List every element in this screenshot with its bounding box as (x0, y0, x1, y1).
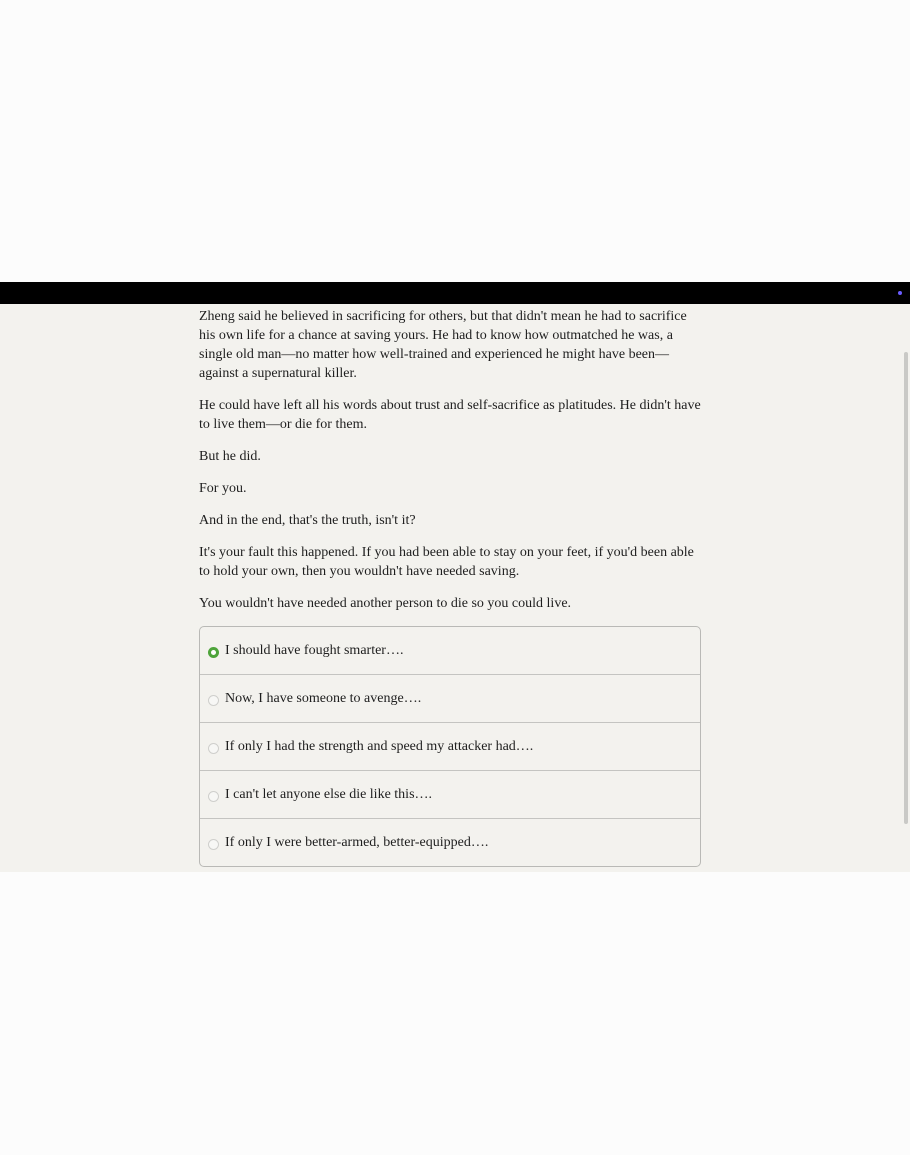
story-paragraph: For you. (199, 481, 247, 496)
choice-list (199, 626, 701, 867)
radio-unchecked-icon[interactable] (208, 695, 219, 706)
choice-option-4[interactable] (200, 770, 700, 818)
story-paragraph: You wouldn't have needed another person to die so you could live. (199, 596, 572, 611)
radio-unchecked-icon[interactable] (208, 839, 219, 850)
story-text (199, 307, 701, 867)
vertical-scrollbar[interactable] (902, 304, 910, 872)
choice-label: I should have fought smarter…. (225, 643, 404, 658)
radio-unchecked-icon[interactable] (208, 743, 219, 754)
choice-option-2[interactable] (200, 674, 700, 722)
story-paragraph: But he did. (199, 449, 261, 464)
radio-checked-icon[interactable] (208, 647, 219, 658)
story-paragraph: He could have left all his words about trust and self-sacrifice as platitudes. He didn't have to live them—or die for them. (199, 398, 701, 432)
story-paragraph: And in the end, that's the truth, isn't it? (199, 513, 416, 528)
choice-label: If only I were better-armed, better-equipped…. (225, 835, 489, 850)
choice-label: I can't let anyone else die like this…. (225, 787, 433, 802)
radio-unchecked-icon[interactable] (208, 791, 219, 802)
status-dot-icon (898, 291, 902, 295)
letterbox-bottom (0, 872, 910, 1155)
choice-option-1[interactable] (200, 627, 700, 674)
story-paragraph: Zheng said he believed in sacrificing for others, but that didn't mean he had to sacrifice his own life for a chance at saving yours. He had to know how outmatched he was, a single old man—no matter how well-trained and experienced he might have been—against a supernatural killer. (199, 309, 687, 381)
choice-label: Now, I have someone to avenge…. (225, 691, 422, 706)
top-bar (0, 282, 910, 304)
story-paragraph: It's your fault this happened. If you had been able to stay on your feet, if you'd been able to hold your own, then you wouldn't have needed saving. (199, 545, 694, 579)
choice-option-3[interactable] (200, 722, 700, 770)
letterbox-top (0, 0, 910, 282)
choice-option-5[interactable] (200, 818, 700, 866)
scrollbar-thumb[interactable] (904, 352, 908, 824)
choice-label: If only I had the strength and speed my attacker had…. (225, 739, 534, 754)
game-viewport (0, 304, 910, 872)
